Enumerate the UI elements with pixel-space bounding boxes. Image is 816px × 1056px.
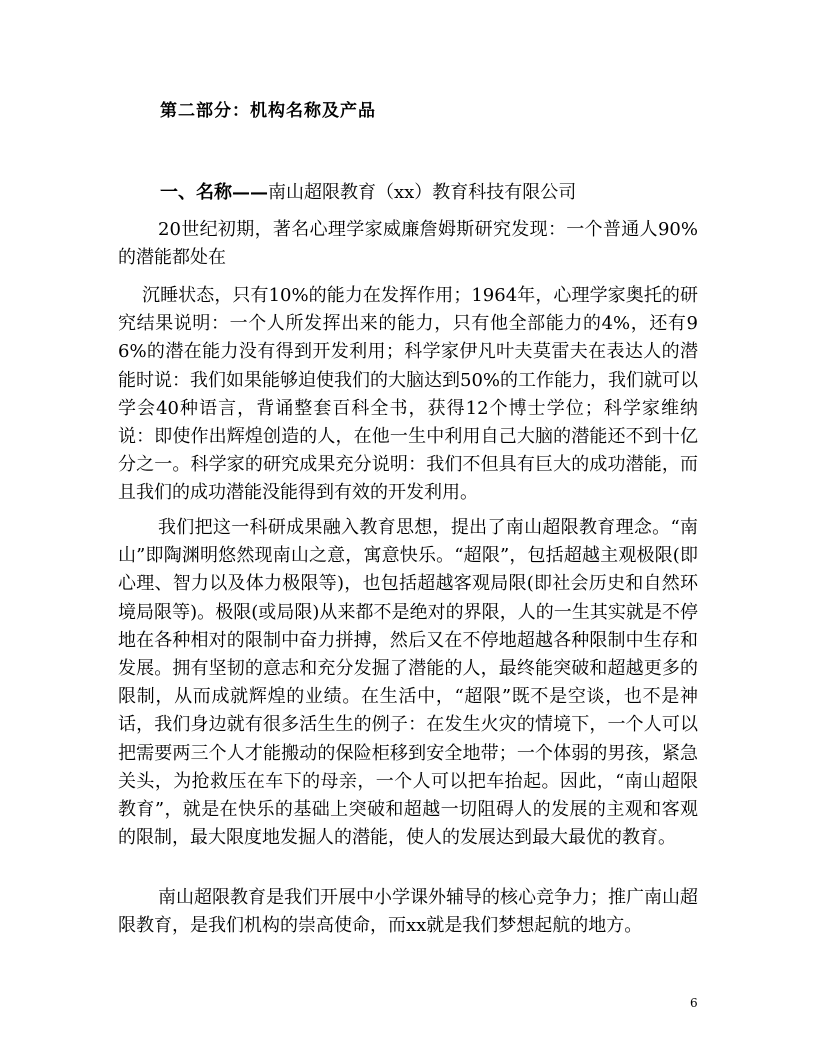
paragraph-research-results: 沉睡状态，只有10%的能力在发挥作用；1964年，心理学家奥托的研究结果说明：一个人所发挥出来的能力，只有他全部能力的4%，还有96%的潜在能力没有得到开发利用；科学家伊凡叶夫莫雷夫在表达人的潜能时说：我们如果能够迫使我们的大脑达到50%的工作能力，我们就可以学会40种语言，背诵整套百科全书，获得12个博士学位；科学家维纳说：即使作出辉煌创造的人，在他一生中利用自己大脑的潜能还不到十亿分之一。科学家的研究成果充分说明：我们不但具有巨大的成功潜能，而且我们的成功潜能没能得到有效的开发利用。	[118, 285, 699, 504]
section-title: 第二部分：机构名称及产品	[160, 101, 376, 121]
paragraph-mission: 南山超限教育是我们开展中小学课外辅导的核心竞争力；推广南山超限教育，是我们机构的崇高使命，而xx就是我们梦想起航的地方。	[118, 887, 698, 937]
name-heading-label: 一、名称——	[160, 182, 268, 203]
paragraph-research-intro: 20世纪初期，著名心理学家威廉詹姆斯研究发现：一个普通人90%的潜能都处在	[118, 219, 698, 269]
paragraph-education-concept: 我们把这一科研成果融入教育思想，提出了南山超限教育理念。“南山”即陶渊明悠然现南山之意，寓意快乐。“超限”，包括超越主观极限(即心理、智力以及体力极限等)，也包括超越客观局限(即社会历史和自然环境局限等)。极限(或局限)从来都不是绝对的界限，人的一生其实就是不停地在各种相对的限制中奋力拼搏，然后又在不停地超越各种限制中生存和发展。拥有坚韧的意志和充分发掘了潜能的人，最终能突破和超越更多的限制，从而成就辉煌的业绩。在生活中，“超限”既不是空谈，也不是神话，我们身边就有很多活生生的例子：在发生火灾的情境下，一个人可以把需要两三个人才能搬动的保险柜移到安全地带；一个体弱的男孩，紧急关头，为抢救压在车下的母亲，一个人可以把车抬起。因此，“南山超限教育”，就是在快乐的基础上突破和超越一切阻碍人的发展的主观和客观的限制，最大限度地发掘人的潜能，使人的发展达到最大最优的教育。	[118, 517, 698, 849]
page-number: 6	[690, 996, 698, 1010]
institution-name: 南山超限教育（xx）教育科技有限公司	[268, 182, 577, 203]
name-heading	[160, 178, 576, 204]
